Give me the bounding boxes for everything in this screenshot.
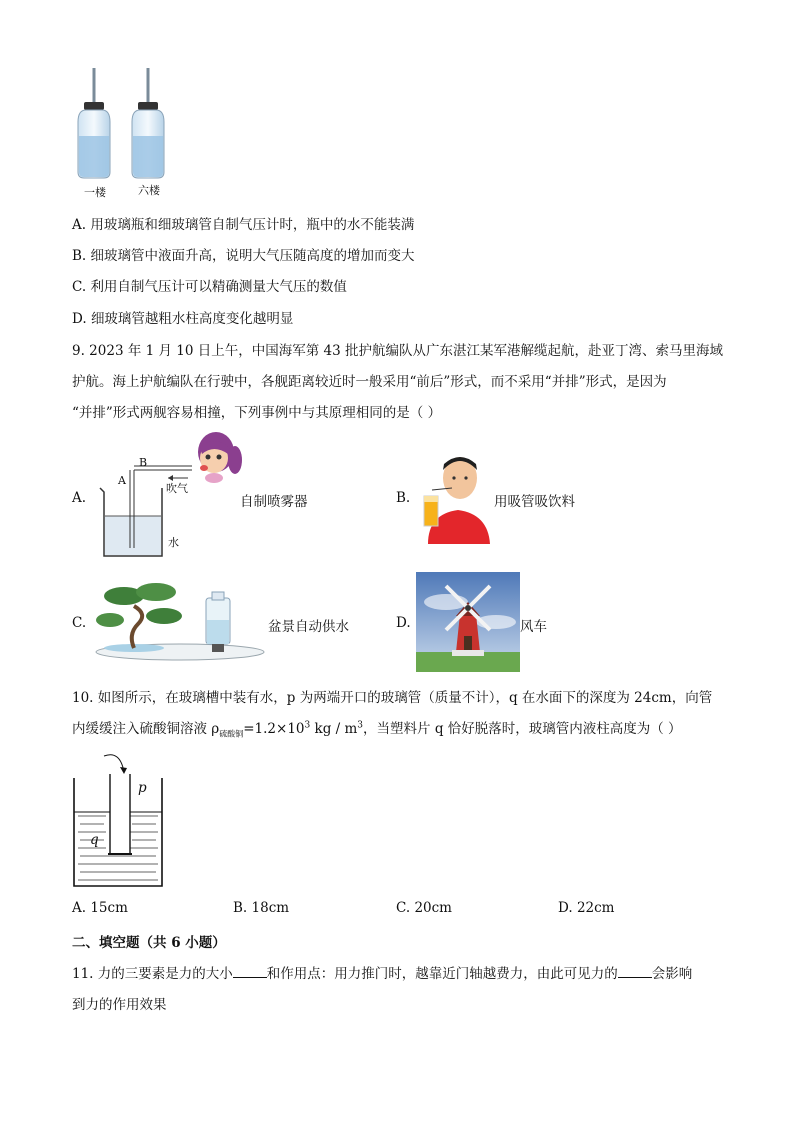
straw-drinking-figure (418, 452, 492, 544)
label-sixth-floor: 六楼 (138, 184, 160, 197)
q10-option-a: A. 15cm (72, 900, 128, 916)
q11-line-2: 到力的作用效果 (72, 997, 167, 1013)
q11-blank-1[interactable] (233, 965, 267, 978)
boy-drinking-illustration (418, 452, 492, 544)
barometer-figure (70, 64, 180, 200)
windmill-figure (416, 572, 520, 672)
q8-option-a: A. 用玻璃瓶和细玻璃管自制气压计时，瓶中的水不能装满 (72, 217, 415, 233)
q10-option-b: B. 18cm (233, 900, 290, 916)
q9-option-c-label: 盆景自动供水 (268, 619, 349, 635)
q8-option-c: C. 利用自制气压计可以精确测量大气压的数值 (72, 279, 347, 295)
bottle-first-floor (78, 68, 110, 178)
bonsai-water-supply-illustration (94, 578, 266, 664)
bottle-sixth-floor (132, 68, 164, 178)
q11-blank-2[interactable] (618, 965, 652, 978)
tank-label-p: p (138, 780, 147, 796)
q9-option-c-key: C. (72, 615, 87, 631)
q11-line-1: 11. 力的三要素是力的大小 和作用点：用力推门时，越靠近门轴越费力，由此可见力的 会影响 (72, 966, 693, 982)
tank-label-q: q (90, 832, 99, 848)
section-title-fill-in: 二、填空题（共 6 小题） (72, 935, 226, 951)
q10-option-c: C. 20cm (396, 900, 452, 916)
q9-stem-line-2: 护航。海上护航编队在行驶中，各舰距离较近时一般采用“前后”形式，而不采用“并排”形式，是因为 (72, 374, 667, 390)
q9-option-b-label: 用吸管吸饮料 (494, 494, 575, 510)
q9-stem-line-1: 9. 2023 年 1 月 10 日上午，中国海军第 43 批护航编队从广东湛江某军港解缆起航，赴亚丁湾、索马里海域 (72, 343, 724, 359)
windmill-illustration (416, 572, 520, 672)
label-first-floor: 一楼 (84, 186, 106, 199)
barometer-bottles-illustration (70, 64, 180, 200)
glass-tank-figure (70, 750, 170, 890)
bonsai-figure (94, 578, 266, 664)
sprayer-figure (92, 430, 242, 565)
glass-tank-illustration (70, 750, 170, 890)
sprayer-label-a: A (118, 474, 126, 487)
q8-option-d: D. 细玻璃管越粗水柱高度变化越明显 (72, 311, 294, 327)
girl-icon (198, 432, 242, 483)
q9-option-a-key: A. (72, 490, 87, 506)
q10-option-d: D. 22cm (558, 900, 615, 916)
sprayer-label-b: B (139, 456, 148, 469)
q9-stem-line-3: “并排”形式两舰容易相撞，下列事例中与其原理相同的是（ ） (72, 405, 442, 421)
q9-option-d-label: 风车 (520, 619, 547, 635)
q10-stem-line-1: 10. 如图所示，在玻璃槽中装有水，p 为两端开口的玻璃管（质量不计），q 在水面下的深度为 24cm，向管 (72, 690, 713, 706)
q9-option-d-key: D. (396, 615, 411, 631)
q10-stem-line-2: 内缓缓注入硫酸铜溶液 $\rho_{硫酸铜}=1.2\times 10^3$ kg / $m^3$，当塑料片 q 恰好脱落时，玻璃管内液柱高度为（ ） (72, 720, 682, 739)
sprayer-label-water: 水 (168, 536, 179, 549)
sprayer-label-blow: 吹气 (166, 482, 188, 495)
q9-option-b-key: B. (396, 490, 411, 506)
q9-option-a-label: 自制喷雾器 (240, 494, 308, 510)
sprayer-illustration (92, 430, 242, 565)
q8-option-b: B. 细玻璃管中液面升高，说明大气压随高度的增加而变大 (72, 248, 415, 264)
